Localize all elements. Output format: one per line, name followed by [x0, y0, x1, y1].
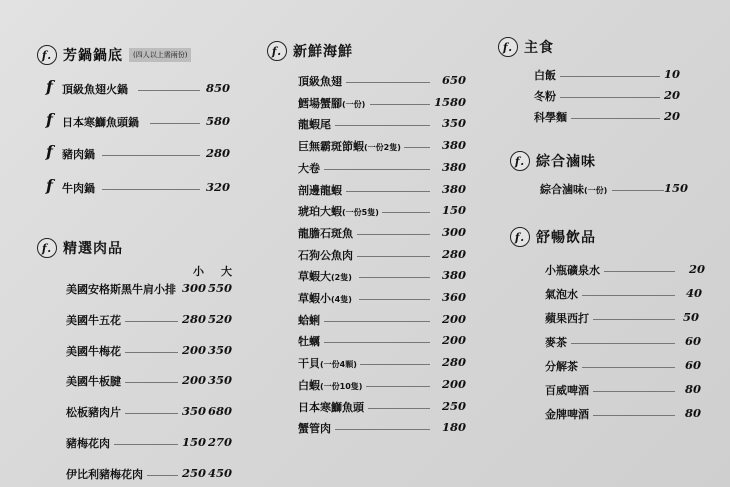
seafood-item-row	[298, 203, 468, 219]
seafood-item-leader-line	[370, 104, 430, 105]
seafood-item-note: (4隻)	[331, 295, 352, 304]
seafood-item-price: 350	[441, 116, 466, 131]
drinks-item-row	[545, 262, 707, 278]
seafood-item-name: 龍膽石斑魚	[298, 226, 353, 240]
seafood-item-leader-line	[346, 191, 430, 192]
seafood-item-row	[298, 73, 468, 89]
brand-logo-icon: f.	[510, 151, 530, 171]
drinks-item-name: 氣泡水	[545, 288, 578, 301]
staple-item-leader-line	[560, 76, 660, 77]
seafood-item-price: 650	[441, 73, 466, 87]
seafood-item-price: 380	[441, 181, 466, 196]
hotpot-item-row	[46, 77, 232, 97]
seafood-item-price: 150	[441, 203, 466, 218]
drinks-item-name: 分解茶	[545, 360, 578, 373]
hotpot-item-name: 牛肉鍋	[62, 182, 95, 195]
meat-item-row	[66, 281, 234, 297]
seafood-item-row	[298, 95, 468, 111]
drinks-item-name: 百威啤酒	[545, 384, 589, 397]
seafood-item-note: (一份2隻)	[364, 143, 401, 153]
staple-item-row	[534, 88, 682, 104]
seafood-item-row	[298, 268, 468, 284]
brand-logo-icon: f.	[37, 45, 57, 65]
seafood-item-price: 200	[441, 311, 466, 326]
drinks-item-name: 蘋果西打	[545, 312, 589, 325]
seafood-item-leader-line	[335, 125, 430, 126]
drinks-item-row	[545, 358, 707, 374]
seafood-item-name: 日本寒鰤魚頭	[298, 400, 364, 414]
meat-item-small-price: 250	[182, 465, 207, 480]
seafood-item-leader-line	[382, 212, 430, 213]
seafood-item-row	[298, 377, 468, 393]
meat-item-small-price: 200	[182, 373, 207, 388]
seafood-item-leader-line	[335, 429, 430, 430]
brand-f-icon: f	[46, 142, 53, 161]
seafood-item-name: 蟹管肉	[298, 422, 331, 436]
combo-item-leader-line	[612, 190, 664, 191]
seafood-item-note: (一份5隻)	[342, 208, 379, 218]
seafood-item-row	[298, 160, 468, 176]
brand-logo-icon: f.	[37, 238, 57, 258]
staple-item-price: 20	[663, 109, 680, 123]
hotpot-item-leader-line	[138, 90, 200, 91]
combo-item-price: 150	[663, 181, 688, 195]
seafood-item-leader-line	[404, 147, 430, 148]
seafood-item-row	[298, 290, 468, 306]
seafood-item-price: 380	[441, 138, 466, 153]
seafood-item-price: 1580	[433, 94, 466, 109]
staple-item-price: 20	[663, 88, 680, 102]
meat-item-name: 美國牛梅花	[66, 344, 121, 358]
drinks-item-leader-line	[571, 343, 675, 344]
seafood-item-price: 200	[441, 333, 466, 348]
seafood-item-leader-line	[359, 277, 430, 278]
seafood-item-price: 280	[441, 355, 466, 370]
seafood-item-price: 300	[441, 224, 466, 239]
seafood-item-row	[298, 247, 468, 263]
drinks-item-name: 麥茶	[545, 336, 567, 349]
meat-item-leader-line	[114, 444, 178, 445]
meat-item-large-price: 680	[208, 404, 233, 419]
brand-logo-icon: f.	[267, 41, 287, 61]
seafood-item-price: 380	[441, 159, 466, 174]
drinks-item-price: 60	[684, 358, 701, 372]
meat-item-leader-line	[125, 321, 178, 322]
seafood-item-name: 草蝦大(2隻)	[298, 270, 352, 284]
meat-item-small-price: 300	[182, 281, 207, 295]
hotpot-item-row	[46, 110, 232, 130]
seafood-item-leader-line	[357, 234, 430, 235]
staple-title: 主食	[524, 40, 554, 56]
seafood-title: 新鮮海鮮	[293, 44, 353, 60]
drinks-item-row	[545, 310, 707, 326]
seafood-item-name: 干貝(一份4顆)	[298, 357, 357, 371]
seafood-item-name: 龍蝦尾	[298, 118, 331, 132]
meat-item-row	[66, 373, 234, 389]
seafood-item-note: (一份)	[342, 99, 366, 109]
seafood-item-row	[298, 399, 468, 415]
combo-item-row	[540, 181, 690, 197]
meat-item-name: 伊比利豬梅花肉	[66, 467, 143, 481]
meat-item-small-price: 280	[182, 311, 207, 326]
seafood-item-price: 280	[441, 246, 466, 261]
seafood-item-leader-line	[360, 364, 430, 365]
seafood-item-name: 牡蠣	[298, 335, 320, 349]
seafood-item-name: 鱈場蟹腳(一份)	[298, 96, 366, 110]
meat-item-leader-line	[125, 382, 178, 383]
drinks-item-name: 小瓶礦泉水	[545, 264, 600, 277]
seafood-item-row	[298, 355, 468, 371]
drinks-item-leader-line	[593, 415, 675, 416]
hotpot-item-row	[46, 142, 232, 162]
seafood-item-note: (2隻)	[331, 273, 352, 283]
combo-title: 綜合滷味	[536, 154, 596, 170]
drinks-item-leader-line	[593, 319, 675, 320]
seafood-item-leader-line	[324, 342, 430, 343]
combo-section-title	[510, 151, 596, 171]
seafood-item-name: 石狗公魚肉	[298, 248, 353, 262]
drinks-item-price: 80	[684, 406, 701, 420]
seafood-item-name: 草蝦小(4隻)	[298, 292, 352, 305]
seafood-item-price: 250	[441, 398, 466, 413]
hotpot-item-row	[46, 176, 232, 196]
seafood-item-price: 360	[441, 290, 466, 304]
seafood-item-leader-line	[359, 299, 430, 300]
seafood-item-leader-line	[324, 169, 430, 170]
seafood-item-row	[298, 420, 468, 436]
hotpot-section-title	[37, 45, 191, 65]
staple-item-name: 科學麵	[534, 111, 567, 124]
seafood-item-name: 白蝦(一份10隻)	[298, 378, 363, 392]
meat-item-small-price: 350	[182, 404, 207, 419]
hotpot-item-leader-line	[150, 123, 200, 124]
hotpot-item-name: 豬肉鍋	[62, 148, 95, 161]
meat-item-name: 美國安格斯黑牛肩小排	[66, 283, 176, 296]
size-small-header: 小	[193, 265, 204, 278]
hotpot-item-price: 580	[205, 114, 230, 128]
seafood-item-name: 大卷	[298, 161, 320, 175]
seafood-item-leader-line	[357, 256, 430, 257]
seafood-item-leader-line	[368, 408, 430, 409]
drinks-item-leader-line	[582, 295, 675, 296]
meat-item-large-price: 350	[208, 373, 233, 388]
seafood-item-row	[298, 333, 468, 349]
staple-item-row	[534, 109, 682, 125]
drinks-item-leader-line	[593, 391, 675, 392]
meat-item-row	[66, 466, 234, 482]
meat-item-large-price: 350	[208, 342, 233, 357]
seafood-item-name: 巨無霸斑節蝦(一份2隻)	[298, 140, 401, 154]
hotpot-item-name: 日本寒鰤魚頭鍋	[62, 116, 139, 129]
seafood-item-name: 蛤蜊	[298, 313, 320, 327]
meat-item-name: 松板豬肉片	[66, 406, 121, 420]
drinks-item-row	[545, 382, 707, 398]
brand-f-icon: f	[46, 176, 53, 195]
staple-item-name: 白飯	[534, 69, 556, 82]
meat-item-large-price: 520	[208, 311, 233, 326]
seafood-item-price: 380	[441, 268, 466, 283]
staple-item-price: 10	[663, 67, 680, 81]
meat-item-row	[66, 312, 234, 328]
hotpot-item-leader-line	[102, 189, 200, 190]
seafood-item-price: 180	[441, 420, 466, 435]
drinks-item-row	[545, 286, 707, 302]
meat-item-row	[66, 435, 234, 451]
drinks-item-leader-line	[604, 271, 675, 272]
seafood-item-leader-line	[346, 82, 430, 83]
hotpot-item-price: 850	[205, 81, 230, 95]
meat-item-leader-line	[147, 475, 178, 476]
drinks-item-price: 80	[684, 382, 701, 396]
seafood-item-price: 200	[441, 376, 466, 391]
meat-item-large-price: 550	[208, 281, 233, 295]
seafood-item-note: (一份4顆)	[320, 360, 357, 370]
staple-item-leader-line	[560, 97, 660, 98]
drinks-section-title	[510, 227, 596, 247]
meat-section-title	[37, 238, 123, 258]
meat-item-leader-line	[125, 413, 178, 414]
seafood-item-name: 頂級魚翅	[298, 75, 342, 88]
seafood-item-row	[298, 312, 468, 328]
hotpot-item-price: 280	[205, 146, 230, 160]
hotpot-note: (四人以上需兩份)	[129, 48, 191, 62]
combo-item-name: 綜合滷味(一份)	[540, 183, 608, 196]
seafood-section-title	[267, 41, 353, 61]
drinks-item-price: 50	[682, 310, 699, 324]
seafood-item-note: (一份10隻)	[320, 381, 363, 391]
brand-logo-icon: f.	[498, 37, 518, 57]
drinks-title: 舒暢飲品	[536, 230, 596, 246]
seafood-item-leader-line	[324, 321, 430, 322]
combo-item-note: (一份)	[584, 186, 608, 195]
brand-f-icon: f	[46, 110, 53, 129]
hotpot-item-price: 320	[205, 180, 230, 194]
drinks-item-price: 60	[684, 334, 701, 348]
seafood-item-row	[298, 138, 468, 154]
seafood-item-row	[298, 182, 468, 198]
hotpot-item-name: 頂級魚翅火鍋	[62, 83, 128, 96]
drinks-item-price: 20	[688, 262, 705, 276]
meat-item-name: 豬梅花肉	[66, 437, 110, 450]
hotpot-item-leader-line	[102, 155, 200, 156]
staple-item-row	[534, 67, 682, 83]
meat-item-large-price: 270	[208, 435, 233, 449]
meat-item-name: 美國牛板腱	[66, 375, 121, 389]
brand-logo-icon: f.	[510, 227, 530, 247]
size-large-header: 大	[221, 265, 232, 278]
meat-item-leader-line	[125, 352, 178, 353]
meat-item-row	[66, 404, 234, 420]
drinks-item-row	[545, 334, 707, 350]
meat-item-large-price: 450	[208, 465, 233, 480]
drinks-item-name: 金牌啤酒	[545, 408, 589, 421]
brand-f-icon: f	[46, 77, 53, 96]
seafood-item-name: 剖邊龍蝦	[298, 183, 342, 197]
drinks-item-price: 40	[685, 286, 702, 300]
meat-title: 精選肉品	[63, 241, 123, 257]
drinks-item-row	[545, 406, 707, 422]
meat-item-row	[66, 343, 234, 359]
drinks-item-leader-line	[582, 367, 675, 368]
staple-section-title	[498, 37, 554, 57]
meat-item-small-price: 200	[182, 342, 207, 357]
staple-item-name: 冬粉	[534, 90, 556, 103]
hotpot-title: 芳鍋鍋底	[63, 48, 123, 64]
meat-item-name: 美國牛五花	[66, 313, 121, 327]
meat-item-small-price: 150	[182, 435, 207, 449]
seafood-item-row	[298, 225, 468, 241]
seafood-item-row	[298, 116, 468, 132]
staple-item-leader-line	[571, 118, 660, 119]
seafood-item-name: 琥珀大蝦(一份5隻)	[298, 205, 379, 219]
seafood-item-leader-line	[366, 386, 430, 387]
